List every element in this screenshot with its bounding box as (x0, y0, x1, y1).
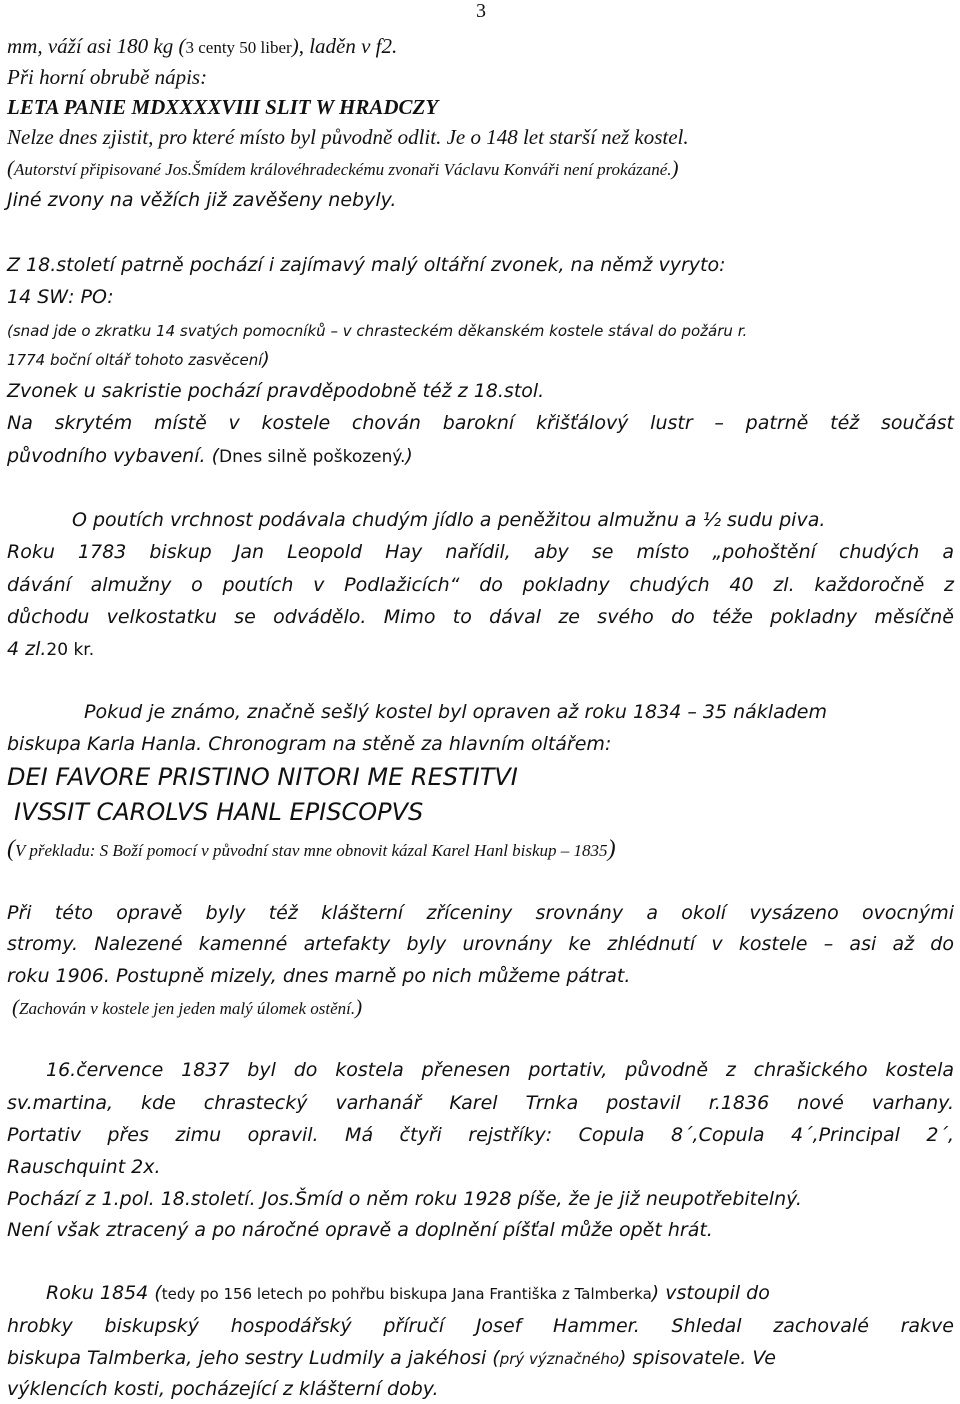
text-line: Jiné zvony na věžích již zavěšeny nebyly. (7, 189, 397, 211)
text-line: LETA PANIE MDXXXXVIII SLIT W HRADCZY (7, 95, 439, 119)
text-line: stromy. Nalezené kamenné artefakty byly urovnány ke zhlédnutí v kostele – asi až do (7, 933, 954, 955)
text-line: Pochází z 1.pol. 18.století. Jos.Šmíd o něm roku 1928 píše, že je již neupotřebitelný. (7, 1188, 802, 1210)
text-line: biskupa Karla Hanla. Chronogram na stěně za hlavním oltářem: (7, 733, 612, 755)
text-line: Portativ přes zimu opravil. Má čtyři rejstříky: Copula 8´,Copula 4´,Principal 2´, (7, 1124, 954, 1146)
text-line: Při této opravě byly též klášterní zříceniny srovnány a okolí vysázeno ovocnými (7, 902, 954, 924)
text-line: biskupa Talmberka, jeho sestry Ludmily a jakéhosi (prý význačného) spisovatele. Ve (7, 1347, 776, 1369)
text-line: 4 zl.20 kr. (7, 638, 95, 660)
text-line: Zvonek u sakristie pochází pravděpodobně též z 18.stol. (7, 380, 545, 402)
text-line: (Autorství připisované Jos.Šmídem královéhradeckému zvonaři Václavu Konváři není prokázané.) (7, 156, 679, 180)
text-line: Rauschquint 2x. (7, 1156, 161, 1178)
text-line: Roku 1854 (tedy po 156 letech po pohřbu biskupa Jana Františka z Talmberka) vstoupil do (46, 1282, 770, 1304)
text-line: Roku 1783 biskup Jan Leopold Hay nařídil, aby se místo „pohoštění chudých a (7, 541, 954, 563)
text-line: (snad jde o zkratku 14 svatých pomocníků – v chrasteckém děkanském kostele stával do požáru r. (7, 322, 748, 340)
text-line: Nelze dnes zjistit, pro které místo byl původně odlit. Je o 148 let starší než kostel. (7, 125, 689, 149)
text-line: Při horní obrubě nápis: (7, 65, 208, 89)
text-line: sv.martina, kde chrastecký varhanář Karel Trnka postavil r.1836 nové varhany. (7, 1092, 954, 1114)
text-line: výklencích kosti, pocházející z klášterní doby. (7, 1378, 439, 1400)
chronogram-line: IVSSIT CAROLVS HANL EPISCOPVS (14, 798, 424, 826)
text-line: Pokud je známo, značně sešlý kostel byl opraven až roku 1834 – 35 nákladem (84, 701, 827, 723)
text-line: 16.července 1837 byl do kostela přenesen portativ, původně z chrašického kostela (46, 1059, 954, 1081)
text-line: původního vybavení. (Dnes silně poškozený.) (7, 445, 413, 467)
text-line: Na skrytém místě v kostele chován barokní křišťálový lustr – patrně též součást (7, 412, 954, 434)
text-line: (V překladu: S Boží pomocí v původní stav mne obnovit kázal Karel Hanl biskup – 1835) (7, 836, 616, 862)
text-line: dávání almužny o poutích v Podlažicích“ do pokladny chudých 40 zl. každoročně z (7, 574, 954, 596)
text-line: Není však ztracený a po náročné opravě a doplnění píšťal může opět hrát. (7, 1219, 713, 1241)
text-line: mm, váží asi 180 kg (3 centy 50 liber), laděn v f2. (7, 34, 398, 58)
text-line: hrobky biskupský hospodářský příručí Josef Hammer. Shledal zachovalé rakve (7, 1315, 954, 1337)
text-line: 14 SW: PO: (7, 286, 114, 308)
text-line: Z 18.století patrně pochází i zajímavý malý oltářní zvonek, na němž vyryto: (7, 254, 726, 276)
page-number: 3 (476, 0, 486, 22)
text-line: důchodu velkostatku se odvádělo. Mimo to dával ze svého do téže pokladny měsíčně (7, 606, 954, 628)
text-line: (Zachován v kostele jen jeden malý úlomek ostění.) (12, 995, 363, 1019)
text-line: 1774 boční oltář tohoto zasvěcení) (7, 348, 270, 370)
text-line: O poutích vrchnost podávala chudým jídlo a peněžitou almužnu a ½ sudu piva. (72, 509, 826, 531)
chronogram-line: DEI FAVORE PRISTINO NITORI ME RESTITVI (7, 763, 518, 791)
text-line: roku 1906. Postupně mizely, dnes marně po nich můžeme pátrat. (7, 965, 631, 987)
